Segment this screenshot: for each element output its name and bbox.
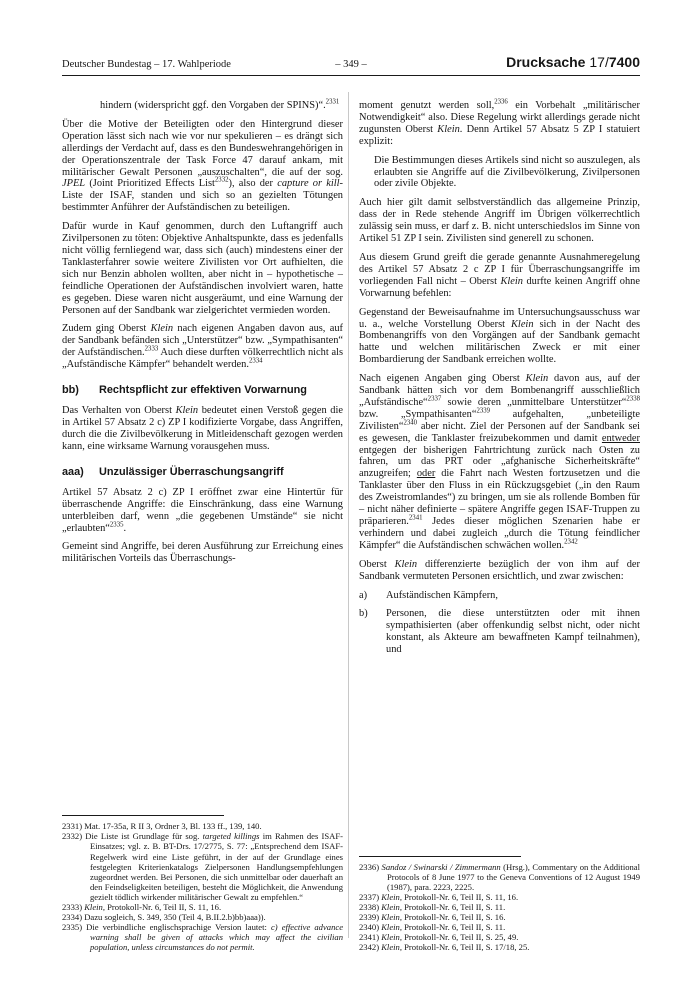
column-right xyxy=(359,100,640,952)
footnote-number: 2334) xyxy=(62,911,85,922)
header-page-number: – 349 – xyxy=(335,59,367,70)
footnote: 2334) Dazu sogleich, S. 349, 350 (Teil 4, B.II.2.b)bb)aaa)). xyxy=(62,911,266,922)
list-label: b) xyxy=(359,608,368,620)
two-column-layout xyxy=(62,100,640,952)
list-item xyxy=(359,590,640,602)
emphasis-text: Klein xyxy=(381,941,400,952)
footnote: 2337) Klein, Protokoll-Nr. 6, Teil II, S. 11, 16. xyxy=(359,891,519,902)
emphasis-text: Klein xyxy=(381,891,400,902)
footnote-separator xyxy=(359,856,521,857)
header-doc-number: 7400 xyxy=(608,54,640,70)
footnote-ref: 2332 xyxy=(214,176,229,184)
footnote-number: 2340) xyxy=(359,921,382,932)
footnote: 2341) Klein, Protokoll-Nr. 6, Teil II, S. 25, 49. xyxy=(359,931,519,942)
footnote-ref: 2342 xyxy=(564,538,578,546)
footnote: 2338) Klein, Protokoll-Nr. 6, Teil II, S. 11. xyxy=(359,901,506,912)
emphasis-text: capture or kill xyxy=(277,178,340,190)
footnote-ref: 2335 xyxy=(109,521,124,529)
footnote-number: 2336) xyxy=(359,861,382,872)
footnote-number: 2338) xyxy=(359,901,382,912)
list-item xyxy=(359,608,640,656)
footnote: 2340) Klein, Protokoll-Nr. 6, Teil II, S. 11. xyxy=(359,921,506,932)
emphasis-text: c) effective advance warning shall be given of attacks which may affect the civilian population, unless circumstances do not permit. xyxy=(90,921,344,952)
emphasis-text: Sandoz / Swinarski / Zimmermann xyxy=(381,861,501,872)
heading-label: bb) xyxy=(62,384,79,397)
emphasis-text: Klein xyxy=(381,911,400,922)
footnote-number: 2331) xyxy=(62,821,85,832)
list-label: a) xyxy=(359,589,368,601)
heading-text: Rechtspflicht zur effektiven Vorwarnung xyxy=(99,384,307,397)
column-left-footnotes xyxy=(62,815,343,952)
column-right-body xyxy=(359,100,640,663)
body-paragraph: Gemeint sind Angriffe, bei deren Ausführung zur Erreichung eines militärischen Vorteils das Überraschungs- xyxy=(62,541,343,565)
page-header xyxy=(62,54,640,76)
body-paragraph: Aus diesem Grund greift die gerade genannte Ausnahmeregelung des Artikel 57 Absatz 2 c ZP I für Überraschungsangriffe im vorliegenden Fall nicht – Oberst Klein durfte keinen Angriff ohne Vorwarnung befehlen: xyxy=(359,251,640,299)
column-right-footnotes xyxy=(359,856,640,952)
body-paragraph: Auch hier gilt damit selbstverständlich das allgemeine Prinzip, dass der in Rede stehende Angriff im Übrigen völkerrechtlich zulässig sein muss, er darf z. B. nicht unterschiedslos im Sinne von Artikel 51 ZP I sein. Zivilisten sind generell zu schonen. xyxy=(359,197,640,245)
section-heading xyxy=(62,466,343,479)
footnote-ref: 2331 xyxy=(325,98,340,106)
emphasis-text: oder xyxy=(416,468,436,480)
footnote-number: 2333) xyxy=(62,901,85,912)
footnote: 2339) Klein, Protokoll-Nr. 6, Teil II, S. 16. xyxy=(359,911,506,922)
footnote-number: 2339) xyxy=(359,911,382,922)
page-content xyxy=(62,54,640,952)
emphasis-text: Klein xyxy=(381,921,400,932)
footnote-number: 2341) xyxy=(359,931,382,942)
emphasis-text: Klein xyxy=(525,373,549,385)
header-parliament-label: Deutscher Bundestag – 17. Wahlperiode xyxy=(62,59,231,70)
emphasis-text: Klein xyxy=(500,275,523,287)
body-paragraph: Artikel 57 Absatz 2 c) ZP I eröffnet zwar eine Hintertür für überraschende Angriffe: die Einschränkung, dass eine Warnung unterbleiben darf, wenn „die gegebenen Umstände“ sie nicht „erlaubten“$^{2335}$. xyxy=(62,486,343,534)
heading-label: aaa) xyxy=(62,465,84,478)
footnote-number: 2342) xyxy=(359,941,382,952)
emphasis-text: Klein xyxy=(150,323,174,335)
footnote-ref: 2338 xyxy=(626,395,640,403)
footnote: 2332) Die Liste ist Grundlage für sog. targeted killings im Rahmen des ISAF-Einsatzes; vgl. z. B. BT-Drs. 17/2775, S. 77: „Entsprechend dem ISAF-Regelwerk wird eine Liste geführt, in der auf der Grundlage eines festgelegten Kriterienkatalogs Zielpersonen Handlungsempfehlungen zugeordnet werden. Bei Personen, die sich unmittelbar oder dauerhaft an den Feindseligkeiten beteiligen, besteht die Möglichkeit, die Anwendung gezielt tödlich wirkender militärischer Gewalt zu empfehlen.“ xyxy=(62,831,343,902)
section-heading xyxy=(62,384,343,397)
body-paragraph: Nach eigenen Angaben ging Oberst Klein davon aus, auf der Sandbank hätten sich vor dem Bombenangriff ausschließlich „Aufständische“$^{2337}$ sowie deren „unmittelbare Unterstützer“$^{2338}$ bzw. „Sympathisanten“$^{2339}$ aufgehalten, „unbeteiligte Zivilisten“$^{2340}$ aber nicht. Ziel der Personen auf der Sandbank sei es gewesen, die Tanklaster freizubekommen und damit entweder entgegen der bisherigen Fahrtrichtung zurück nach Osten zu fahren, um das PRT oder „afghanische Sicherheitskräfte“ anzugreifen; oder die Fahrt nach Westen fortzusetzen und die Tanklaster über den Fluss in ein Rückzugsgebiet („in den Raum des Zweistromlandes“) zu bringen, um sie als rollende Bomben für – nicht näher definierte – spätere Angriffe gegen ISAF-Truppen zu präparieren.$^{2341}$ Jedes dieser möglichen Szenarien habe er verhindern und dabei zugleich „durch die Tötung feindlicher Kämpfer“ die Aufständischen schwächen wollen.$^{2342}$ xyxy=(359,373,640,551)
body-paragraph: Das Verhalten von Oberst Klein bedeutet einen Verstoß gegen die in Artikel 57 Absatz 2 c) ZP I kodifizierte Vorgabe, dass Angriffen, durch die die Zivilbevölkerung in Mitleidenschaft gezogen werden kann, eine wirksame Warnung vorausgehen muss. xyxy=(62,405,344,452)
body-paragraph: Zudem ging Oberst Klein nach eigenen Angaben davon aus, auf der Sandbank befänden sich „Unterstützer“ bzw. „Sympathisanten“ der Aufständischen.$^{2333}$ Auch diese durften völkerrechtlich nicht als „Aufständische Kämpfer“ behandelt werden.$^{2334}$ xyxy=(62,323,343,371)
block-quote: hindern (widerspricht ggf. den Vorgaben der SPINS)“.$^{2331}$ xyxy=(100,98,340,111)
footnote-ref: 2336 xyxy=(494,98,508,106)
emphasis-text: Klein xyxy=(84,901,103,912)
body-paragraph: Oberst Klein differenzierte bezüglich der von ihm auf der Sandbank vermuteten Personen ersichtlich, und zwar zwischen: xyxy=(359,558,640,582)
header-doc-session: 17/ xyxy=(585,54,609,70)
body-paragraph: Über die Motive der Beteiligten oder den Hintergrund dieser Operation lässt sich nach wie vor nur spekulieren – es drängt sich allerdings der Verdacht auf, dass es den Bundeswehrangehörigen in der Operationszentrale der Task Force 47 darauf ankam, mit militärischer Gewalt Personen „auszuschalten“, die auf der sog. JPEL (Joint Prioritized Effects List$^{2332}$), also der capture or kill-Liste der ISAF, standen und sich so an gezielten Tötungen bestimmter Anführer der Aufständischen zu beteiligen. xyxy=(62,118,344,214)
emphasis-text: Klein xyxy=(394,558,418,570)
block-quote: Die Bestimmungen dieses Artikels sind nicht so auszulegen, als erlaubten sie Angriffe auf die Zivilbevölkerung, Zivilpersonen oder zivile Objekte. xyxy=(374,154,640,190)
footnote: 2331) Mat. 17-35a, R II 3, Ordner 3, Bl. 133 ff., 139, 140. xyxy=(62,821,262,832)
footnote: 2342) Klein, Protokoll-Nr. 6, Teil II, S. 17/18, 25. xyxy=(359,941,530,952)
emphasis-text: Klein xyxy=(381,931,400,942)
footnote-ref: 2339 xyxy=(476,407,491,415)
footnote-ref: 2340 xyxy=(403,419,418,427)
footnote: 2335) Die verbindliche englischsprachige Version lautet: c) effective advance warning shall be given of attacks which may affect the civilian population, unless circumstances do not permit. xyxy=(62,921,344,952)
footnote-ref: 2333 xyxy=(144,345,159,353)
emphasis-text: entweder xyxy=(601,432,640,444)
heading-text: Unzulässiger Überraschungsangriff xyxy=(99,465,284,478)
body-paragraph: moment genutzt werden soll,$^{2336}$ ein Vorbehalt „militärischer Notwendigkeit“ also. Diese Regelung wirkt allerdings gerade nicht zugunsten Oberst Klein. Denn Artikel 57 Absatz 5 ZP I statuiert explizit: xyxy=(359,98,640,147)
emphasis-text: Klein xyxy=(381,901,400,912)
column-left xyxy=(62,100,343,952)
body-paragraph: Gegenstand der Beweisaufnahme im Untersuchungsausschuss war u. a., welche Vorstellung Oberst Klein sich in der Nacht des Bombenangriffs von den Vorgängen auf der Sandbank gemacht hatte und welchen militärischen Zweck er mit einer Bombardierung der Sandbank erreichen wollte. xyxy=(359,306,640,366)
footnote-number: 2335) xyxy=(62,921,87,932)
footnote-number: 2337) xyxy=(359,891,382,902)
footnote: 2333) Klein, Protokoll-Nr. 6, Teil II, S. 11, 16. xyxy=(62,901,222,912)
emphasis-text: Klein xyxy=(511,318,534,330)
emphasis-text: JPEL xyxy=(62,178,86,190)
header-document-id xyxy=(367,54,640,70)
list-text: Personen, die diese unterstützten oder mit ihnen sympathisierten (aber offenkundig selbst nicht, oder nicht konstant, als Akteure am bewaffneten Kampf teilnahmen), und xyxy=(386,608,640,656)
footnote-ref: 2341 xyxy=(408,514,423,522)
emphasis-text: targeted killings xyxy=(202,831,260,842)
list-text: Aufständischen Kämpfern, xyxy=(386,589,498,601)
footnote: 2336) Sandoz / Swinarski / Zimmermann (Hrsg.), Commentary on the Additional Protocols of 8 June 1977 to the Geneva Conventions of 12 August 1949 (1987), para. 2223, 2225. xyxy=(359,861,641,892)
header-doc-label: Drucksache xyxy=(506,54,586,70)
column-left-body xyxy=(62,100,343,572)
emphasis-text: Klein xyxy=(437,123,460,135)
emphasis-text: Klein xyxy=(175,405,199,417)
body-paragraph: Dafür wurde in Kauf genommen, durch den Luftangriff auch Zivilpersonen zu töten: Objektive Anhaltspunkte, dass es jedenfalls nicht völlig fernliegend war, dass sich (auch) mindestens einer der Tanklasterfahrer sowie weitere Zivilisten vor Ort aufhielten, die sich nur Benzin abholen wollten, aber nicht in – hypothetische – feindliche Operationen der Aufständischen involviert waren, hatte es gegeben. Diese waren nicht ausgeräumt, und eine Warnung der Personen auf der Sandbank war zielgerichtet vermieden worden. xyxy=(62,221,343,316)
footnote-separator xyxy=(62,815,224,816)
footnote-number: 2332) xyxy=(62,831,86,842)
footnote-ref: 2337 xyxy=(427,395,442,403)
footnote-ref: 2334 xyxy=(248,357,263,365)
